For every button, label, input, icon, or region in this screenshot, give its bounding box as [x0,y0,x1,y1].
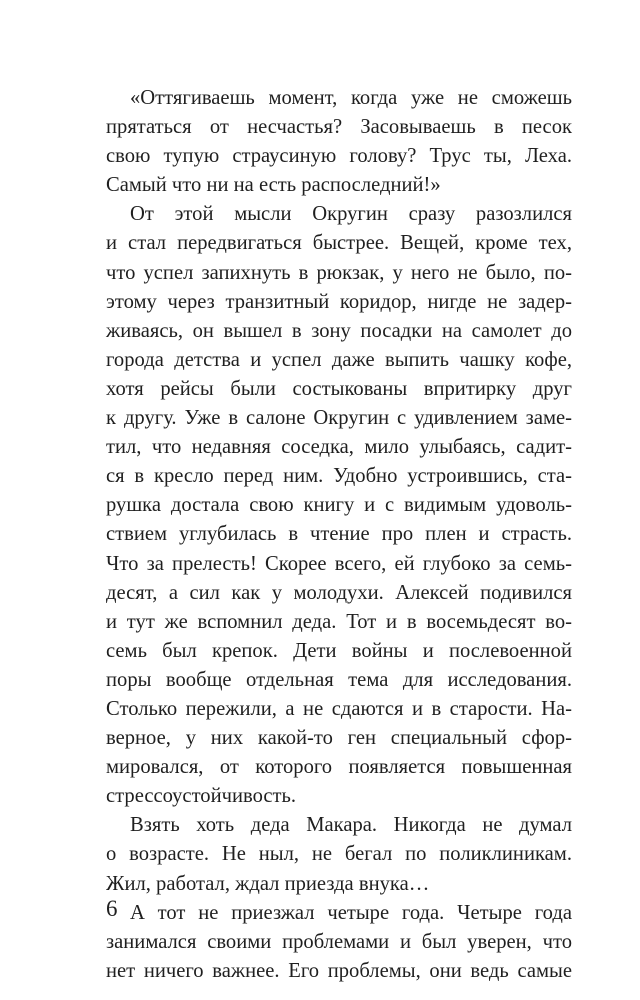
text-line: Взять хоть деда Макара. Никогда не думал [130,814,572,837]
text-line: поры вообще отдельная тема для исследования. [106,668,572,691]
text-line: стрессоустойчивость. [106,785,297,808]
text-line: Что за прелесть! Скорее всего, ей глубоко за семь- [106,552,572,575]
text-line: «Оттягиваешь момент, когда уже не сможешь [130,87,572,109]
text-line: и тут же вспомнил деда. Тот и в восемьдесят во- [106,610,572,633]
text-line: и стал передвигаться быстрее. Вещей, кроме тех, [106,232,572,255]
text-line: хотя рейсы были состыкованы впритирку друг [106,377,572,400]
page-number: 6 [106,896,118,921]
text-line: От этой мысли Округин сразу разозлился [130,203,572,226]
text-line: о возрасте. Не ныл, не бегал по поликлиникам. [106,843,572,866]
text-line: ся в кресло перед ним. Удобно устроившись, ста- [106,465,572,488]
text-line: тил, что недавняя соседка, мило улыбаясь, садит- [106,436,572,459]
text-line: этому через транзитный коридор, нигде не задер- [106,290,572,313]
text-line: рушка достала свою книгу и с видимым удоволь- [106,494,572,517]
text-line: семь был крепок. Дети войны и послевоенной [106,639,572,662]
text-line: Столько пережили, а не сдаются и в старости. На- [106,697,572,720]
text-line: прятаться от несчастья? Засовываешь в песок [106,116,572,139]
text-line: верное, у них какой-то ген специальный сфор- [106,727,572,750]
body-text [106,84,572,986]
text-line: живаясь, он вышел в зону посадки на самолет до [106,319,572,342]
text-line: нет ничего важнее. Его проблемы, они ведь самые [106,959,572,982]
text-line: свою тупую страусиную голову? Трус ты, Леха. [106,145,572,168]
text-line: занимался своими проблемами и был уверен, что [106,930,572,953]
text-line: что успел запихнуть в рюкзак, у него не было, по- [106,261,572,284]
text-line: Самый что ни на есть распоследний!» [106,174,441,197]
text-line: ствием углубилась в чтение про плен и страсть. [106,523,572,546]
text-line: десят, а сил как у молодухи. Алексей подивился [106,581,572,604]
text-line: к другу. Уже в салоне Округин с удивлением заме- [106,407,572,430]
text-line: мировался, от которого появляется повышенная [106,756,572,779]
text-line: Жил, работал, ждал приезда внука… [106,872,430,895]
text-line: города детства и успел даже выпить чашку кофе, [106,348,572,371]
text-line: А тот не приезжал четыре года. Четыре года [130,901,572,924]
